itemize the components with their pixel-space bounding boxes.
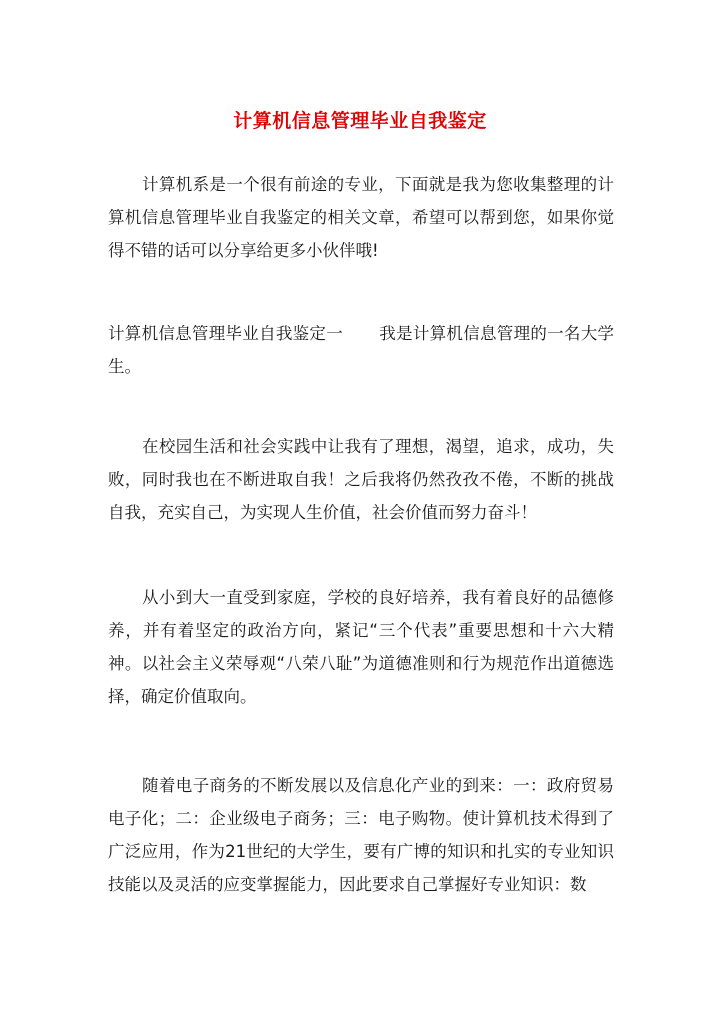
body-paragraph: 在校园生活和社会实践中让我有了理想，渴望，追求，成功，失败，同时我也在不断进取自我！之后我将仍然孜孜不倦，不断的挑战自我，充实自己，为实现人生价值，社会价值而努力奋斗！ [108, 437, 614, 522]
section-heading: 计算机信息管理毕业自我鉴定一 [108, 324, 343, 343]
document-title: 计算机信息管理毕业自我鉴定 [233, 109, 487, 132]
section-first-line: 我是计算机信息管理的一名大学生。 [108, 324, 615, 376]
body-paragraph: 从小到大一直受到家庭，学校的良好培养，我有着良好的品德修养，并有着坚定的政治方向，紧记“三个代表”重要思想和十六大精神。以社会主义荣辱观“八荣八耻”为道德准则和行为规范作出道德选择，确定价值取向。 [108, 588, 614, 706]
section-one-paragraph [108, 317, 614, 383]
intro-paragraph: 计算机系是一个很有前途的专业，下面就是我为您收集整理的计算机信息管理毕业自我鉴定的相关文章，希望可以帮到您，如果你觉得不错的话可以分享给更多小伙伴哦! [108, 175, 614, 260]
body-paragraph: 随着电子商务的不断发展以及信息化产业的到来：一：政府贸易电子化；二：企业级电子商务；三：电子购物。使计算机技术得到了广泛应用，作为21世纪的大学生，要有广博的知识和扎实的专业知识技能以及灵活的应变掌握能力，因此要求自己掌握好专业知识：数 [108, 776, 614, 894]
